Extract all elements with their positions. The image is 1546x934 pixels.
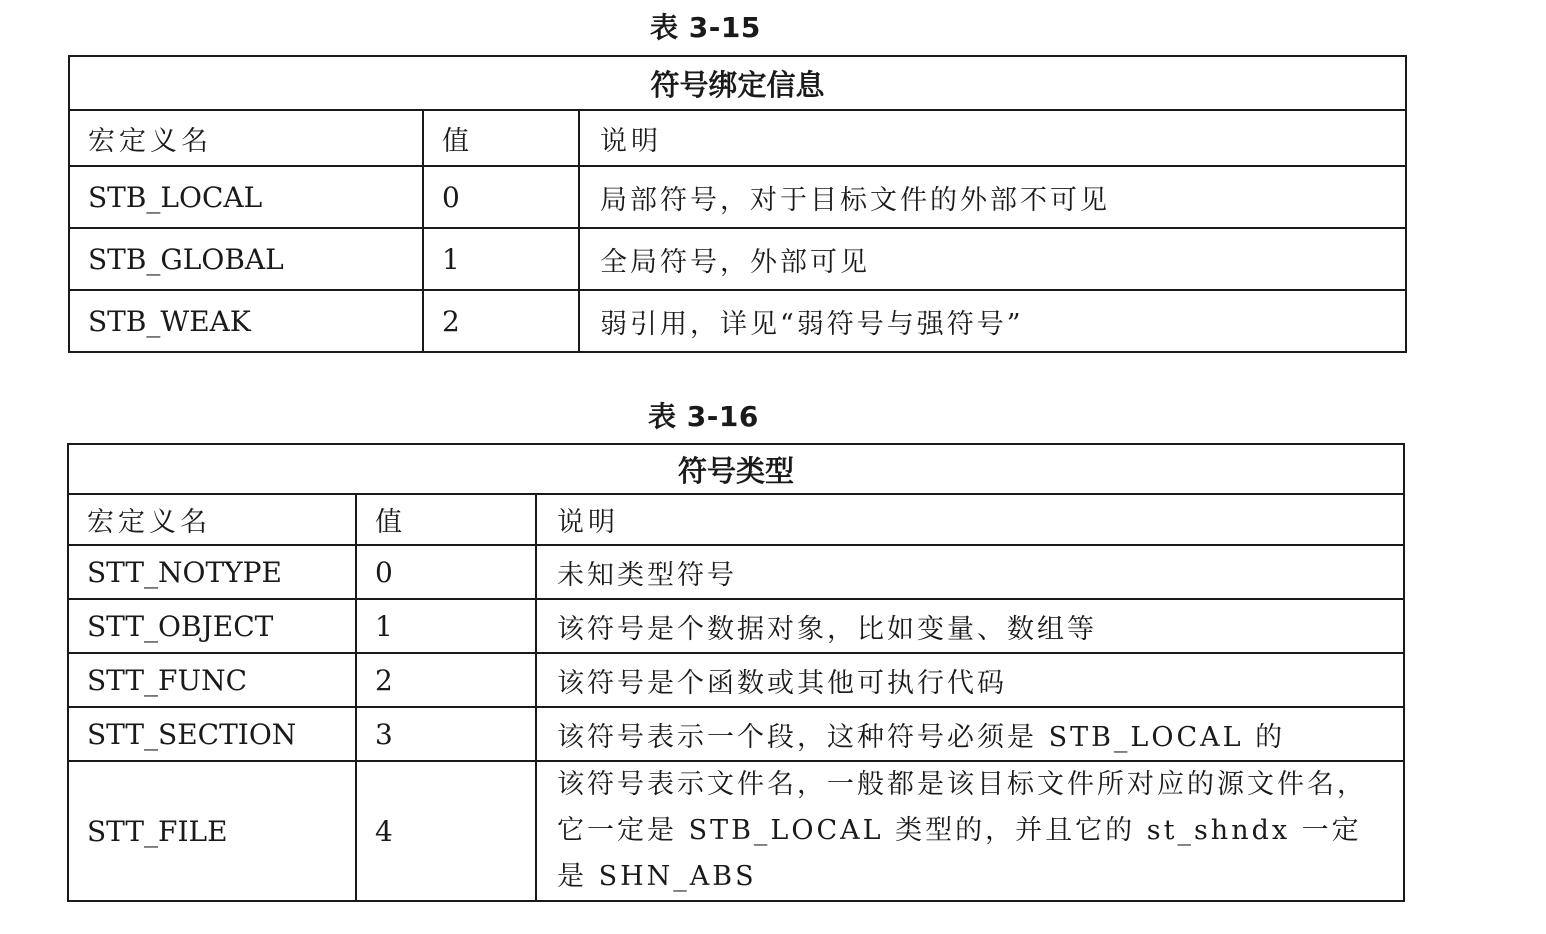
- table-caption: 表 3-15: [650, 11, 761, 44]
- table-row: [68, 761, 1404, 901]
- table-row: [68, 707, 1404, 761]
- cell-value: 2: [423, 290, 579, 352]
- table-row: [69, 228, 1406, 290]
- table-caption: 表 3-16: [648, 400, 759, 433]
- symbol-binding-table: [68, 55, 1407, 353]
- cell-name: STT_NOTYPE: [68, 545, 356, 599]
- cell-name: STB_LOCAL: [69, 166, 423, 228]
- cell-description: 该符号是个函数或其他可执行代码: [536, 653, 1404, 707]
- cell-description: 该符号是个数据对象，比如变量、数组等: [536, 599, 1404, 653]
- cell-description: 局部符号，对于目标文件的外部不可见: [579, 166, 1406, 228]
- table-header-row: [69, 110, 1406, 166]
- column-header-value: 值: [356, 494, 536, 545]
- table-row: [68, 599, 1404, 653]
- cell-value: 4: [356, 761, 536, 901]
- cell-name: STT_FUNC: [68, 653, 356, 707]
- column-header-name: 宏定义名: [69, 110, 423, 166]
- cell-description: 全局符号，外部可见: [579, 228, 1406, 290]
- cell-name: STB_GLOBAL: [69, 228, 423, 290]
- column-header-description: 说明: [579, 110, 1406, 166]
- cell-value: 0: [356, 545, 536, 599]
- table-row: [69, 290, 1406, 352]
- cell-description: 该符号表示文件名，一般都是该目标文件所对应的源文件名，它一定是 STB_LOCAL 类型的，并且它的 st_shndx 一定是 SHN_ABS: [536, 761, 1404, 901]
- cell-name: STT_FILE: [68, 761, 356, 901]
- cell-value: 1: [356, 599, 536, 653]
- cell-description: 弱引用，详见“弱符号与强符号”: [579, 290, 1406, 352]
- cell-value: 0: [423, 166, 579, 228]
- symbol-type-table: [67, 443, 1405, 902]
- cell-name: STT_SECTION: [68, 707, 356, 761]
- cell-description: 未知类型符号: [536, 545, 1404, 599]
- table-row: [68, 545, 1404, 599]
- table-title: 符号绑定信息: [69, 56, 1406, 110]
- table-header-row: [68, 494, 1404, 545]
- cell-name: STB_WEAK: [69, 290, 423, 352]
- table-row: [69, 166, 1406, 228]
- cell-description: 该符号表示一个段，这种符号必须是 STB_LOCAL 的: [536, 707, 1404, 761]
- cell-value: 1: [423, 228, 579, 290]
- cell-value: 2: [356, 653, 536, 707]
- cell-name: STT_OBJECT: [68, 599, 356, 653]
- table-title: 符号类型: [68, 444, 1404, 494]
- column-header-value: 值: [423, 110, 579, 166]
- table-row: [68, 653, 1404, 707]
- cell-value: 3: [356, 707, 536, 761]
- column-header-description: 说明: [536, 494, 1404, 545]
- column-header-name: 宏定义名: [68, 494, 356, 545]
